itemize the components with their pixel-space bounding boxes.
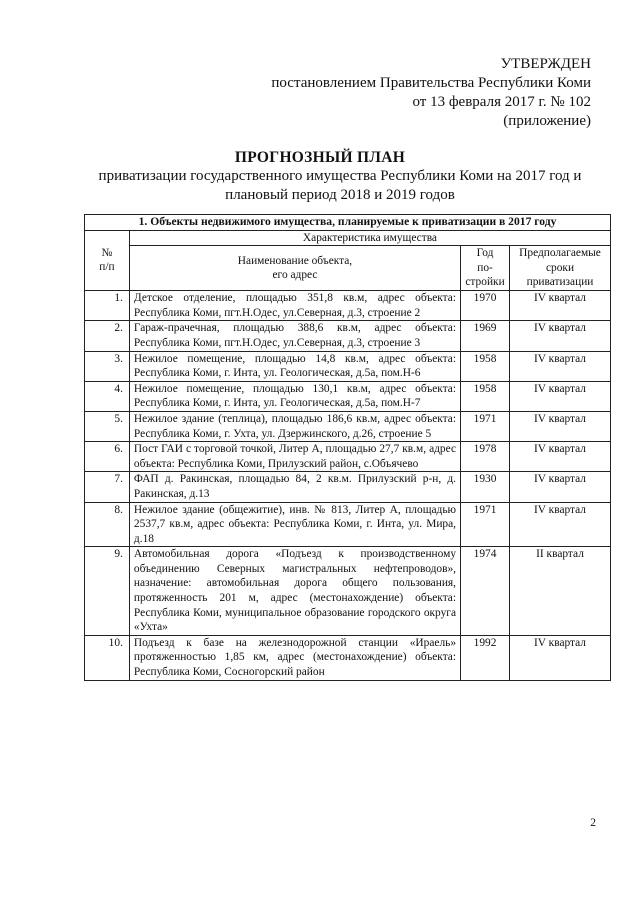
row-year: 1930	[461, 472, 510, 502]
row-number: 1.	[85, 291, 130, 321]
table-row	[85, 351, 611, 381]
row-number: 5.	[85, 411, 130, 441]
row-year: 1978	[461, 442, 510, 472]
row-number: 4.	[85, 381, 130, 411]
column-header-name: Наименование объекта, его адрес	[129, 246, 460, 291]
row-object-name: Автомобильная дорога «Подъезд к производственному объединению Северных магистральных нефтепроводов», назначение: автомобильная дорога общего пользования, протяженность 201 м, адрес (местонахождение) объекта: Республика Коми, муниципальное образование городского округа «Ухта»	[129, 547, 460, 636]
row-object-name: Пост ГАИ с торговой точкой, Литер А, площадью 27,7 кв.м, адрес объекта: Республика Коми, Прилузский район, с.Объячево	[129, 442, 460, 472]
row-term: IV квартал	[510, 502, 611, 547]
table-row	[85, 411, 611, 441]
row-year: 1970	[461, 291, 510, 321]
table-row	[85, 472, 611, 502]
row-number: 6.	[85, 442, 130, 472]
subtitle-line-2: плановый период 2018 и 2019 годов	[225, 187, 455, 203]
table-section-title: 1. Объекты недвижимого имущества, планируемые к приватизации в 2017 году	[85, 215, 611, 231]
table-row	[85, 442, 611, 472]
row-number: 8.	[85, 502, 130, 547]
table-body	[85, 291, 611, 680]
row-term: IV квартал	[510, 635, 611, 680]
row-term: IV квартал	[510, 291, 611, 321]
row-object-name: Нежилое здание (общежитие), инв. № 813, Литер А, площадью 2537,7 кв.м, адрес объекта: Республика Коми, г. Инта, ул. Мира, д.18	[129, 502, 460, 547]
column-group-header: Характеристика имущества	[129, 230, 610, 246]
row-object-name: Нежилое помещение, площадью 14,8 кв.м, адрес объекта: Республика Коми, г. Инта, ул. Геологическая, д.5а, пом.Н-6	[129, 351, 460, 381]
row-year: 1971	[461, 502, 510, 547]
row-year: 1958	[461, 381, 510, 411]
table-row	[85, 321, 611, 351]
approval-date: от 13 февраля 2017 г. № 102	[412, 94, 591, 110]
table-row	[85, 291, 611, 321]
subtitle-line-1: приватизации государственного имущества Республики Коми на 2017 год и	[98, 168, 582, 184]
row-number: 9.	[85, 547, 130, 636]
approval-authority: постановлением Правительства Республики Коми	[271, 75, 591, 91]
row-number: 7.	[85, 472, 130, 502]
objects-table	[84, 214, 611, 681]
row-year: 1971	[461, 411, 510, 441]
row-term: IV квартал	[510, 442, 611, 472]
document-title: ПРОГНОЗНЫЙ ПЛАН	[234, 149, 406, 166]
document-subtitle	[90, 167, 590, 205]
row-term: IV квартал	[510, 351, 611, 381]
table-row	[85, 547, 611, 636]
column-header-term: Предполагаемые сроки приватизации	[510, 246, 611, 291]
column-header-year: Год по- стройки	[461, 246, 510, 291]
table-row	[85, 381, 611, 411]
row-object-name: Детское отделение, площадью 351,8 кв.м, адрес объекта: Республика Коми, пгт.Н.Одес, ул.Северная, д.3, строение 2	[129, 291, 460, 321]
row-object-name: Гараж-прачечная, площадью 388,6 кв.м, адрес объекта: Республика Коми, пгт.Н.Одес, ул.Северная, д.3, строение 3	[129, 321, 460, 351]
row-term: IV квартал	[510, 411, 611, 441]
row-number: 2.	[85, 321, 130, 351]
row-term: II квартал	[510, 547, 611, 636]
approval-status: УТВЕРЖДЕН	[500, 56, 591, 72]
row-object-name: ФАП д. Ракинская, площадью 84, 2 кв.м. Прилузский р-н, д. Ракинская, д.13	[129, 472, 460, 502]
row-number: 10.	[85, 635, 130, 680]
row-term: IV квартал	[510, 321, 611, 351]
table-row	[85, 635, 611, 680]
column-header-number: № п/п	[85, 230, 130, 291]
row-year: 1992	[461, 635, 510, 680]
approval-note: (приложение)	[503, 113, 591, 129]
row-year: 1974	[461, 547, 510, 636]
row-term: IV квартал	[510, 472, 611, 502]
row-number: 3.	[85, 351, 130, 381]
row-object-name: Нежилое помещение, площадью 130,1 кв.м, адрес объекта: Республика Коми, г. Инта, ул. Геологическая, д.5а, пом.Н-7	[129, 381, 460, 411]
row-year: 1969	[461, 321, 510, 351]
row-term: IV квартал	[510, 381, 611, 411]
row-year: 1958	[461, 351, 510, 381]
page-number: 2	[590, 817, 596, 829]
table-row	[85, 502, 611, 547]
row-object-name: Подъезд к базе на железнодорожной станции «Ираель» протяженностью 1,85 км, адрес (местонахождение) объекта: Республика Коми, Сосногорский район	[129, 635, 460, 680]
row-object-name: Нежилое здание (теплица), площадью 186,6 кв.м, адрес объекта: Республика Коми, г. Ухта, ул. Дзержинского, д.26, строение 5	[129, 411, 460, 441]
approval-block	[271, 55, 591, 131]
